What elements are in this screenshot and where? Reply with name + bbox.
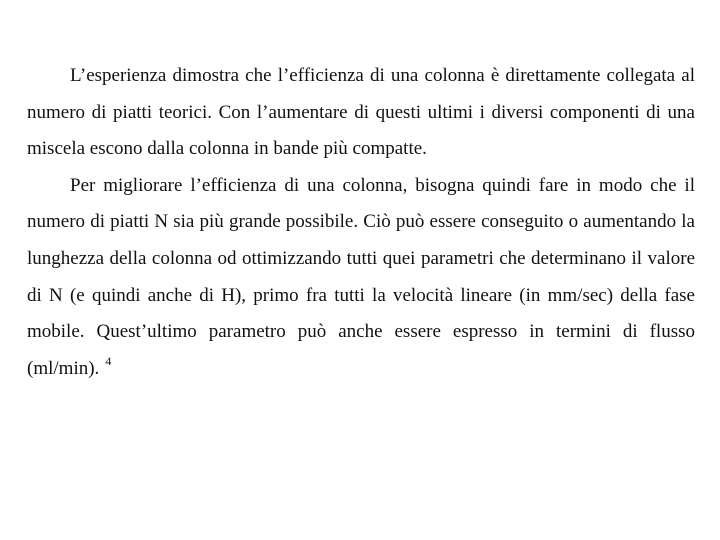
paragraph-text: Per migliorare l’efficienza di una colonna, bisogna quindi fare in modo che il numero di piatti N sia più grande possibile. Ciò può essere conseguito o aumentando la lunghezza della colonna od ottimizzando tutti quei parametri che determinano il valore di N (e quindi anche di H), primo fra tutti la velocità lineare (in mm/sec) della fase mobile. Quest’ultimo parametro può anche essere espresso in termini di flusso (ml/min). [27,174,695,379]
paragraph-column-efficiency [27,58,695,168]
document-body [27,58,695,387]
paragraph-improving-efficiency [27,168,695,388]
paragraph-text: L’esperienza dimostra che l’efficienza di una colonna è direttamente collegata al numero di piatti teorici. Con l’aumentare di questi ultimi i diversi componenti di una miscela escono dalla colonna in bande più compatte. [27,65,695,160]
footnote-reference[interactable]: 4 [105,353,112,368]
